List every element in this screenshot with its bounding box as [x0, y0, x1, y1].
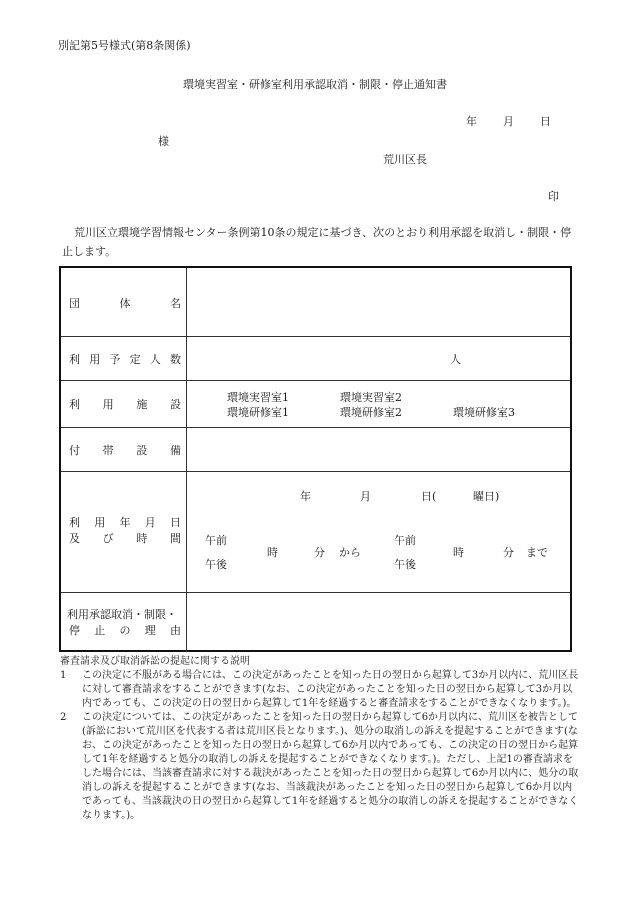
row-group-name	[61, 268, 570, 337]
use-date-month: 月	[360, 490, 371, 503]
reason-field[interactable]	[188, 592, 570, 652]
label-char: 年	[119, 516, 131, 529]
label-reason	[61, 592, 187, 652]
end-minute-label: 分	[503, 546, 514, 559]
use-date-day: 日(	[421, 490, 437, 503]
label-equipment	[61, 427, 187, 471]
label-char: 日	[170, 516, 181, 529]
row-reason	[61, 592, 570, 652]
label-char: 団	[69, 297, 80, 310]
group-name-field[interactable]	[188, 268, 570, 336]
label-char: 停	[69, 624, 80, 637]
label-char: 予	[109, 353, 121, 366]
facility-option-practice-room-1[interactable]: 環境実習室1	[227, 391, 289, 404]
start-hour-label: 時	[267, 546, 278, 559]
label-char: 止	[94, 624, 106, 637]
end-am-option[interactable]: 午前	[394, 534, 416, 547]
label-char: 施	[136, 398, 148, 411]
label-char: 備	[169, 444, 181, 457]
date-month-label: 月	[503, 115, 514, 128]
sender-name: 荒川区長	[383, 153, 427, 166]
reason-label-line1: 利用承認取消・制限・	[67, 608, 177, 621]
notice-form-table	[59, 266, 572, 652]
label-char: 定	[129, 353, 141, 366]
addressee-suffix: 様	[158, 135, 169, 148]
note-text: この決定については、この決定があったことを知った日の翌日から起算して6か月以内に、荒川区を被告として(訴訟において荒川区を代表する者は荒川区長となります。)、処分の取消しの訴えを提起することができます(なお、この決定があったことを知った日の翌日から起算して6か月以内であっても、この決定の日の翌日から起算して1年を経過すると処分の取消しの訴えを提起することができなくなります。)。ただし、上記1の審査請求をした場合には、当該審査請求に対する裁決があったことを知った日の翌日から起算して6か月以内に、処分の取消しの訴えを提起することができます(なお、当該裁決があったことを知った日の翌日から起算して6か月以内であっても、当該裁決の日の翌日から起算して1年を経過すると処分の取消しの訴えを提起することができなくなります。)。	[82, 712, 579, 821]
row-datetime	[61, 471, 570, 593]
planned-users-field[interactable]	[188, 336, 570, 380]
label-char: 名	[170, 297, 181, 310]
note-item	[60, 669, 580, 711]
label-char: 利	[69, 398, 80, 411]
label-char: 付	[69, 444, 80, 457]
note-number: 1	[60, 670, 67, 681]
label-char: 由	[170, 624, 181, 637]
label-char: 人	[149, 353, 161, 366]
row-planned-users	[61, 336, 570, 381]
facility-option-training-room-3[interactable]: 環境研修室3	[453, 406, 515, 419]
facility-option-training-room-1[interactable]: 環境研修室1	[227, 406, 289, 419]
label-char: 利	[69, 516, 80, 529]
label-char: の	[119, 624, 131, 637]
label-char: 帯	[102, 444, 114, 457]
label-char: 時	[136, 532, 148, 545]
use-date-weekday: 曜日)	[473, 490, 500, 503]
label-char: 設	[136, 444, 148, 457]
start-minute-label: 分	[314, 546, 325, 559]
intro-paragraph: 荒川区立環境学習情報センター条例第10条の規定に基づき、次のとおり利用承認を取消し・制限・停止します。	[62, 226, 572, 258]
row-equipment	[61, 427, 570, 472]
date-year-label: 年	[466, 115, 477, 128]
equipment-field[interactable]	[188, 427, 570, 471]
label-planned-users	[61, 336, 187, 380]
label-char: 間	[169, 532, 181, 545]
end-pm-option[interactable]: 午後	[394, 558, 416, 571]
facility-option-practice-room-2[interactable]: 環境実習室2	[340, 391, 402, 404]
date-day-label: 日	[540, 115, 551, 128]
document-title: 環境実習室・研修室利用承認取消・制限・停止通知書	[183, 78, 447, 91]
label-char: 体	[119, 297, 131, 310]
label-group-name	[61, 268, 187, 336]
label-char: 用	[102, 398, 114, 411]
appeal-notes	[60, 655, 580, 823]
note-number: 2	[60, 712, 67, 723]
start-am-option[interactable]: 午前	[205, 534, 227, 547]
label-facility	[61, 380, 187, 427]
label-char: 理	[144, 624, 156, 637]
label-char: 月	[144, 516, 156, 529]
unit-people: 人	[450, 353, 461, 366]
note-item	[60, 711, 580, 823]
label-char: 利	[69, 353, 80, 366]
facility-option-training-room-2[interactable]: 環境研修室2	[340, 406, 402, 419]
label-char: 及	[69, 532, 80, 545]
start-pm-option[interactable]: 午後	[205, 558, 227, 571]
end-hour-label: 時	[453, 546, 464, 559]
row-facility	[61, 380, 570, 428]
form-number: 別記第5号様式(第8条関係)	[58, 39, 191, 52]
label-char: 設	[169, 398, 181, 411]
use-date-year: 年	[300, 490, 311, 503]
note-text: この決定に不服がある場合には、この決定があったことを知った日の翌日から起算して3か月以内に、荒川区長に対して審査請求をすることができます(なお、この決定があったことを知った日の翌日から起算して3か月以内であっても、この決定の日の翌日から起算して1年を経過すると審査請求をすることができなくなります。)。	[82, 670, 579, 709]
label-char: 用	[89, 353, 101, 366]
label-datetime	[61, 471, 187, 592]
label-char: び	[102, 532, 114, 545]
notes-heading: 審査請求及び取消訴訟の提起に関する説明	[60, 656, 250, 667]
label-char: 数	[169, 353, 181, 366]
from-label: から	[339, 546, 361, 559]
until-label: まで	[526, 546, 548, 559]
label-char: 用	[94, 516, 106, 529]
seal-mark: 印	[548, 190, 559, 203]
